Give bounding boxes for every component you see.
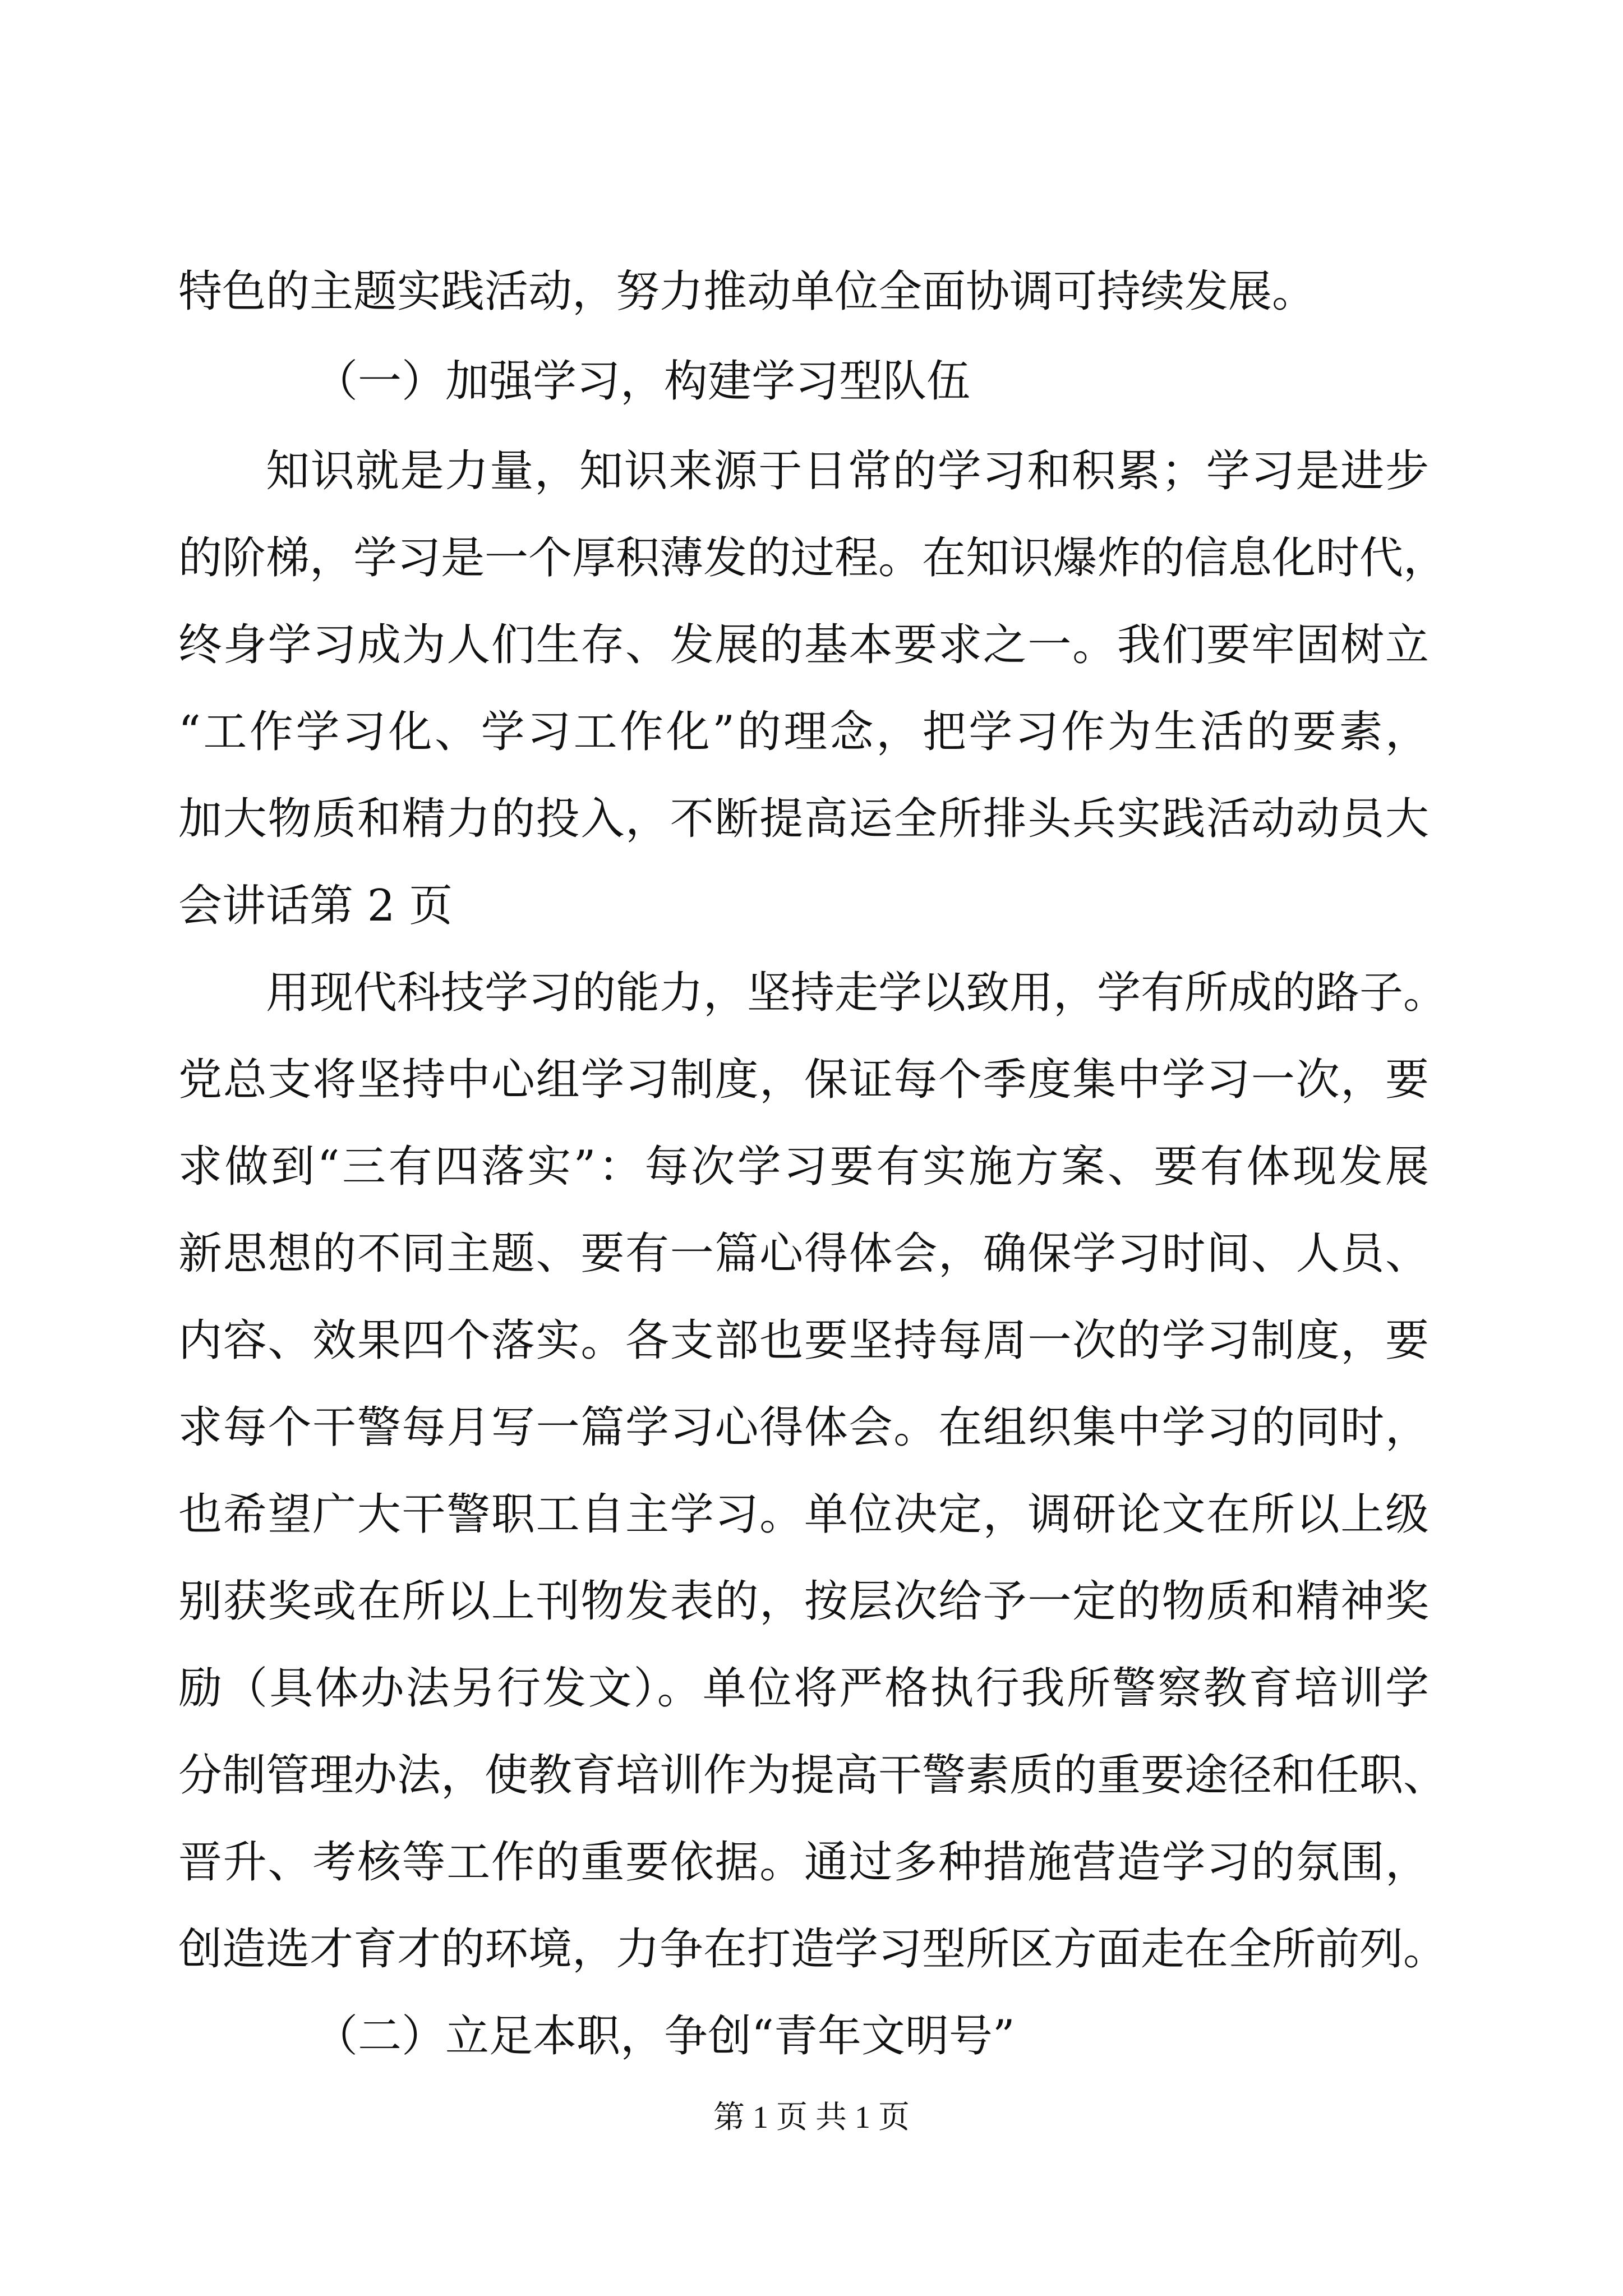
- body-line: 求做到“三有四落实”：每次学习要有实施方案、要有体现发展: [178, 1142, 1429, 1192]
- body-line: 特色的主题实践活动，努力推动单位全面协调可持续发展。: [178, 266, 1316, 317]
- body-line: 分制管理办法，使教育培训作为提高干警素质的重要途径和任职、: [178, 1750, 1447, 1801]
- body-line: 加大物质和精力的投入，不断提高运全所排头兵实践活动动员大: [178, 794, 1429, 844]
- body-line: 终身学习成为人们生存、发展的基本要求之一。我们要牢固树立: [178, 620, 1429, 670]
- body-line: 别获奖或在所以上刊物发表的，按层次给予一定的物质和精神奖: [178, 1576, 1429, 1627]
- body-line: 创造选才育才的环境，力争在打造学习型所区方面走在全所前列。: [178, 1924, 1447, 1975]
- body-line: 党总支将坚持中心组学习制度，保证每个季度集中学习一次，要: [178, 1055, 1429, 1105]
- section-heading-2: （二）立足本职，争创“青年文明号”: [314, 2011, 1015, 2062]
- section-heading-1: （一）加强学习，构建学习型队伍: [314, 356, 971, 407]
- body-line: 新思想的不同主题、要有一篇心得体会，确保学习时间、人员、: [178, 1228, 1429, 1279]
- body-line: 会讲话第 2 页: [178, 881, 453, 931]
- body-line: 的阶梯，学习是一个厚积薄发的过程。在知识爆炸的信息化时代，: [178, 533, 1447, 583]
- body-line: 知识就是力量，知识来源于日常的学习和积累；学习是进步: [266, 446, 1429, 496]
- body-line: 晋升、考核等工作的重要依据。通过多种措施营造学习的氛围，: [178, 1837, 1429, 1888]
- page-footer: 第 1 页 共 1 页: [713, 2100, 910, 2135]
- body-line: 也希望广大干警职工自主学习。单位决定，调研论文在所以上级: [178, 1489, 1429, 1540]
- body-line: 用现代科技学习的能力，坚持走学以致用，学有所成的路子。: [266, 968, 1447, 1018]
- body-line: 内容、效果四个落实。各支部也要坚持每周一次的学习制度，要: [178, 1315, 1429, 1366]
- body-line: 求每个干警每月写一篇学习心得体会。在组织集中学习的同时，: [178, 1402, 1429, 1453]
- body-line: “工作学习化、学习工作化”的理念，把学习作为生活的要素，: [178, 707, 1429, 757]
- body-line: 励（具体办法另行发文）。单位将严格执行我所警察教育培训学: [178, 1663, 1429, 1714]
